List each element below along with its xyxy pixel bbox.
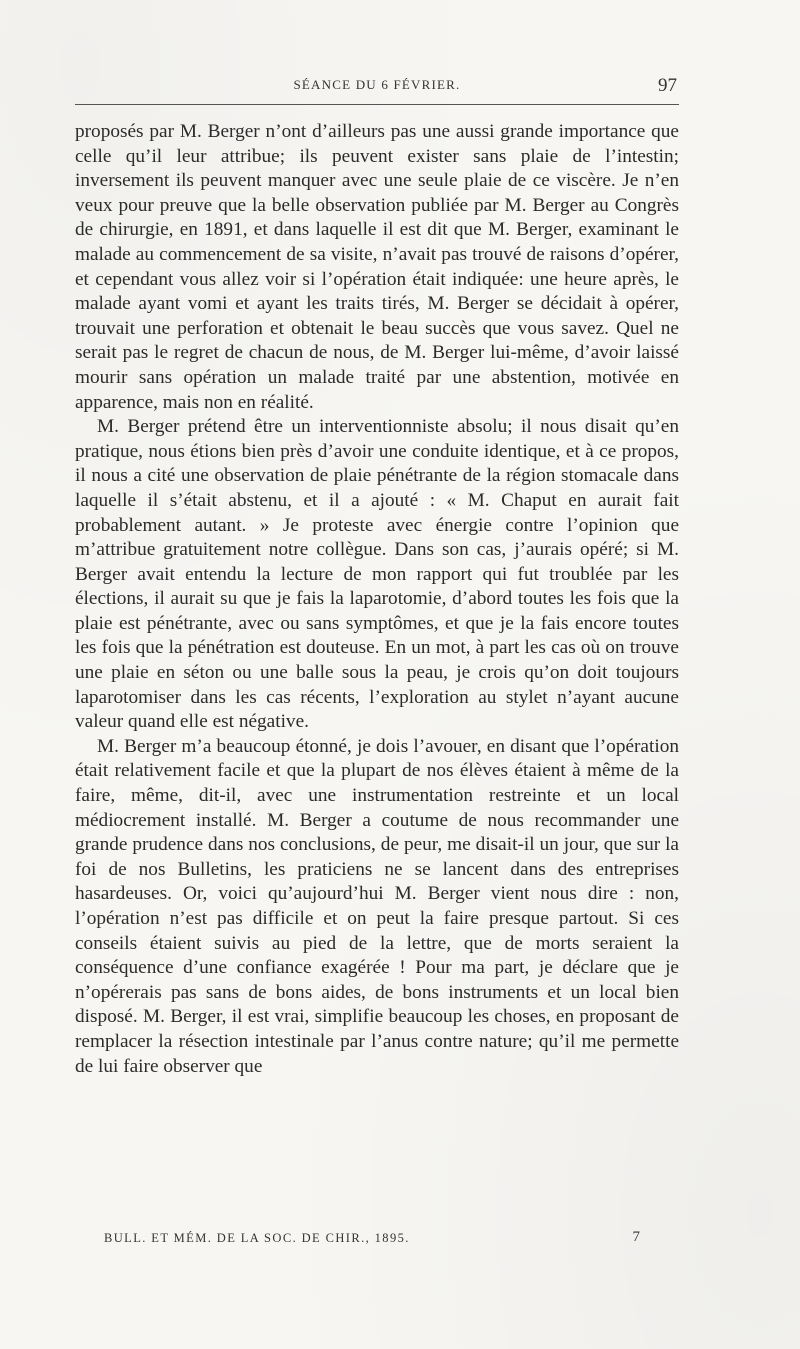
header-rule bbox=[75, 104, 679, 105]
signature-mark: 7 bbox=[632, 1229, 640, 1245]
journal-reference: BULL. ET MÉM. DE LA SOC. DE CHIR., 1895. bbox=[104, 1231, 410, 1245]
paragraph-continued: proposés par M. Berger n’ont d’ailleurs pas une aussi grande importance que celle qu’il leur attribue; ils peuvent exister sans plaie de l’intestin; inversement ils peuvent manquer avec une seule plaie de ce viscère. Je n’en veux pour preuve que la belle observation publiée par M. Berger au Congrès de chirurgie, en 1891, et dans laquelle il est dit que M. Berger, examinant le malade au commencement de sa visite, n’avait pas trouvé de raisons d’opérer, et cependant vous allez voir si l’opération était indiquée: une heure après, le malade ayant vomi et ayant les traits tirés, M. Berger se décidait à opérer, trouvait une perforation et obtenait le beau succès que vous savez. Quel ne serait pas le regret de chacun de nous, de M. Berger lui-même, d’avoir laissé mourir sans opération un malade traité par une abstention, motivée en apparence, mais non en réalité. bbox=[75, 121, 679, 413]
paragraph: M. Berger m’a beaucoup étonné, je dois l’avouer, en disant que l’opération était relativement facile et que la plupart de nos élèves étaient à même de la faire, même, dit-il, avec une instrumentation restreinte et un local médiocrement installé. M. Berger a coutume de nous recommander une grande prudence dans nos conclusions, de peur, me disait-il un jour, que sur la foi de nos Bulletins, les praticiens ne se lancent dans des entreprises hasardeuses. Or, voici qu’aujourd’hui M. Berger vient nous dire : non, l’opération n’est pas difficile et on peut la faire presque partout. Si ces conseils étaient suivis au pied de la lettre, que de morts seraient la conséquence d’une confiance exagérée ! Pour ma part, je déclare que je n’opérerais pas sans de bons aides, de bons instruments et un local bien disposé. M. Berger, il est vrai, simplifie beaucoup les choses, en proposant de remplacer la résection intestinale par l’anus contre nature; qu’il me permette de lui faire observer que bbox=[75, 735, 679, 1077]
running-title: SÉANCE DU 6 FÉVRIER. bbox=[293, 77, 461, 92]
page-number: 97 bbox=[658, 75, 677, 96]
paragraph: M. Berger prétend être un interventionniste absolu; il nous disait qu’en pratique, nous étions bien près d’avoir une conduite identique, et à ce propos, il nous a cité une observation de plaie pénétrante de la région stomacale dans laquelle il s’était abstenu, et il a ajouté : « M. Chaput en aurait fait probablement autant. » Je proteste avec énergie contre l’opinion que m’attribue gratuitement notre collègue. Dans son cas, j’aurais opéré; si M. Berger avait entendu la lecture de mon rapport qui fut troublée par les élections, il aurait su que je fais la laparotomie, d’abord toutes les fois que la plaie est pénétrante, avec ou sans symptômes, et que je la fais encore toutes les fois que la pénétration est douteuse. En un mot, à part les cas où on trouve une plaie en séton ou une balle sous la peau, je crois qu’on doit toujours laparotomiser dans les cas récents, l’exploration au stylet n’ayant aucune valeur quand elle est négative. bbox=[75, 416, 679, 733]
running-head bbox=[75, 76, 679, 98]
body-text bbox=[75, 120, 679, 1079]
page-footer bbox=[104, 1229, 640, 1251]
